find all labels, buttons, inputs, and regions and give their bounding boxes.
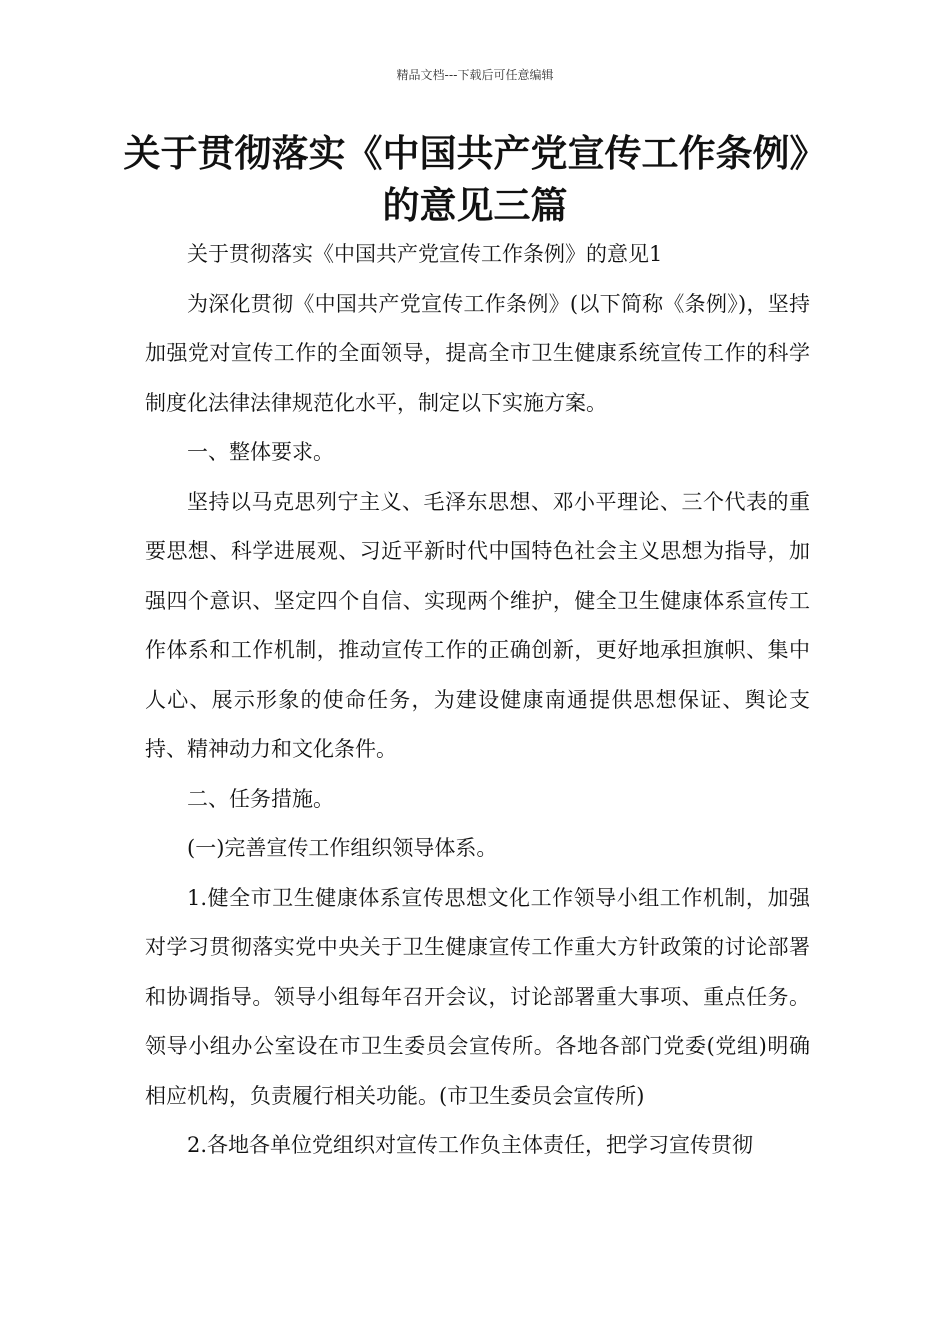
paragraph-item-2: 2.各地各单位党组织对宣传工作负主体责任，把学习宣传贯彻: [187, 1133, 754, 1157]
header-note: 精品文档---下载后可任意编辑: [396, 68, 554, 82]
paragraph-requirements: 坚持以马克思列宁主义、毛泽东思想、邓小平理论、三个代表的重要思想、科学进展观、习近平新时代中国特色社会主义思想为指导，加强四个意识、坚定四个自信、实现两个维护，健全卫生健康体系宣传工作体系和工作机制，推动宣传工作的正确创新，更好地承担旗帜、集中人心、展示形象的使命任务，为建设健康南通提供思想保证、舆论支持、精神动力和文化条件。: [145, 489, 810, 761]
document-body: [145, 230, 810, 1171]
subsection-heading-1: (一)完善宣传工作组织领导体系。: [187, 836, 498, 860]
paragraph-item-1: 1.健全市卫生健康体系宣传思想文化工作领导小组工作机制，加强对学习贯彻落实党中央关于卫生健康宣传工作重大方针政策的讨论部署和协调指导。领导小组每年召开会议，讨论部署重大事项、重点任务。领导小组办公室设在市卫生委员会宣传所。各地各部门党委(党组)明确相应机构，负责履行相关功能。(市卫生委员会宣传所): [145, 885, 810, 1108]
document-title: 关于贯彻落实《中国共产党宣传工作条例》的意见三篇: [123, 132, 827, 227]
paragraph-intro: 为深化贯彻《中国共产党宣传工作条例》(以下简称《条例》)，坚持加强党对宣传工作的全面领导，提高全市卫生健康系统宣传工作的科学制度化法律法律规范化水平，制定以下实施方案。: [145, 291, 810, 415]
section-heading-requirements: 一、整体要求。: [187, 440, 334, 464]
section-heading-measures: 二、任务措施。: [187, 786, 334, 811]
paragraph-subtitle: 关于贯彻落实《中国共产党宣传工作条例》的意见1: [187, 242, 663, 266]
